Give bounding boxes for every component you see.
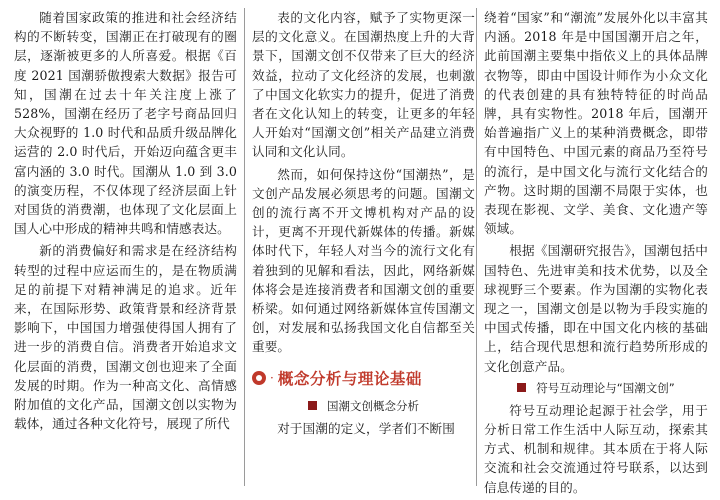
- section-title: 概念分析与理论基础: [277, 369, 422, 388]
- paragraph: 对于国潮的定义，学者们不断围: [277, 420, 455, 436]
- subsection-title: 符号互动理论与“国潮文创”: [536, 380, 675, 395]
- paragraph: 新的消费偏好和需求是在经济结构转型的过程中应运而生的，是在物质满足的前提下对精神满足的追求。近年来，在国际形势、政策背景和经济背景影响下，中国国力增强使得国人拥有了进一步的消费自信。消费者开始追求文化层面的消费，国潮文创也迎来了全面发展的时期。作为一种高文化、高情感附加值的文化产品，国潮文创以实物为载体，通过各种文化符号，展现了所代: [14, 243, 237, 432]
- column-divider: [244, 8, 245, 486]
- paragraph: 符号互动理论起源于社会学，用于分析日常工作生活中人际互动，探索其方式、机制和规律。其本质在于将人际交流和社会交流通过符号联系，以达到信息传递的目的。: [484, 402, 708, 495]
- text-column-2: [252, 8, 475, 441]
- square-bullet-icon: [517, 383, 526, 392]
- subsection-heading: [252, 397, 475, 415]
- section-heading: [252, 367, 475, 389]
- text-column-3: [484, 8, 708, 500]
- bullet-circle-icon: [252, 371, 266, 385]
- text-column-1: [14, 8, 237, 436]
- paragraph: 然而，如何保持这份“国潮热”，是文创产品发展必须思考的问题。国潮文创的流行离不开文博机构对产品的设计，更离不开现代新媒体的传播。新媒体时代下，年轻人对当今的流行文化有着独到的见解和看法，因此，网络新媒体将会是连接消费者和国潮文创的重要桥梁。如何通过网络新媒体宣传国潮文创，对发展和弘扬我国文化自信都至关重要。: [252, 166, 475, 355]
- paragraph: 随着国家政策的推进和社会经济结构的不断转变，国潮正在打破现有的圈层，逐渐被更多的人所喜爱。根据《百度 2021 国潮骄傲搜索大数据》报告可知，国潮在过去十年关注度上涨了 528%，国潮在经历了老字号商品回归大众视野的 1.0 时代和品质升级品牌化运营的 2.0 时代后，开始迈向蕴含更丰富内涵的 3.0 时代。国潮从 1.0 到 3.0 的演变历程，不仅体现了经济层面上针对国货的消费潮，也体现了文化层面上国人心中形成的精神共鸣和情感表达。: [14, 10, 237, 237]
- paragraph: 绕着“国家”和“潮流”发展外化以丰富其内涵。2018 年是中国国潮开启之年，此前国潮主要集中指依义上的具体品牌衣物等，即由中国设计师作为小众文化的代表创建的具有独特特征的时尚品牌，具有实物性。2018 年后，国潮开始普遍指广义上的某种消费概念，即带有中国特色、中国元素的商品乃至符号的流行，是中国文化与流行文化结合的产物。这时期的国潮不局限于实体，也表现在影视、文学、美食、文化遗产等领域。: [484, 10, 708, 237]
- column-divider: [476, 8, 477, 486]
- square-bullet-icon: [308, 401, 317, 410]
- dash-icon: ·: [270, 370, 274, 385]
- paragraph: 表的文化内容，赋予了实物更深一层的文化意义。在国潮热度上升的大背景下，国潮文创不仅带来了巨大的经济效益，拉动了文化经济的发展，也刺激了中国文化软实力的提升，促进了消费者在文化认知上的转变，让更多的年轻人开始对“国潮文创”相关产品建立消费认同和文化认同。: [252, 10, 475, 160]
- subsection-title: 国潮文创概念分析: [327, 398, 419, 413]
- subsection-heading: [484, 379, 708, 397]
- paragraph: 根据《国潮研究报告》，国潮包括中国特色、先进审美和技术优势，以及全球视野三个要素。作为国潮的实物化表现之一，国潮文创是以物为手段实施的中国式传播，即在中国文化内核的基础上，结合现代思想和流行趋势所形成的文化创意产品。: [484, 243, 708, 374]
